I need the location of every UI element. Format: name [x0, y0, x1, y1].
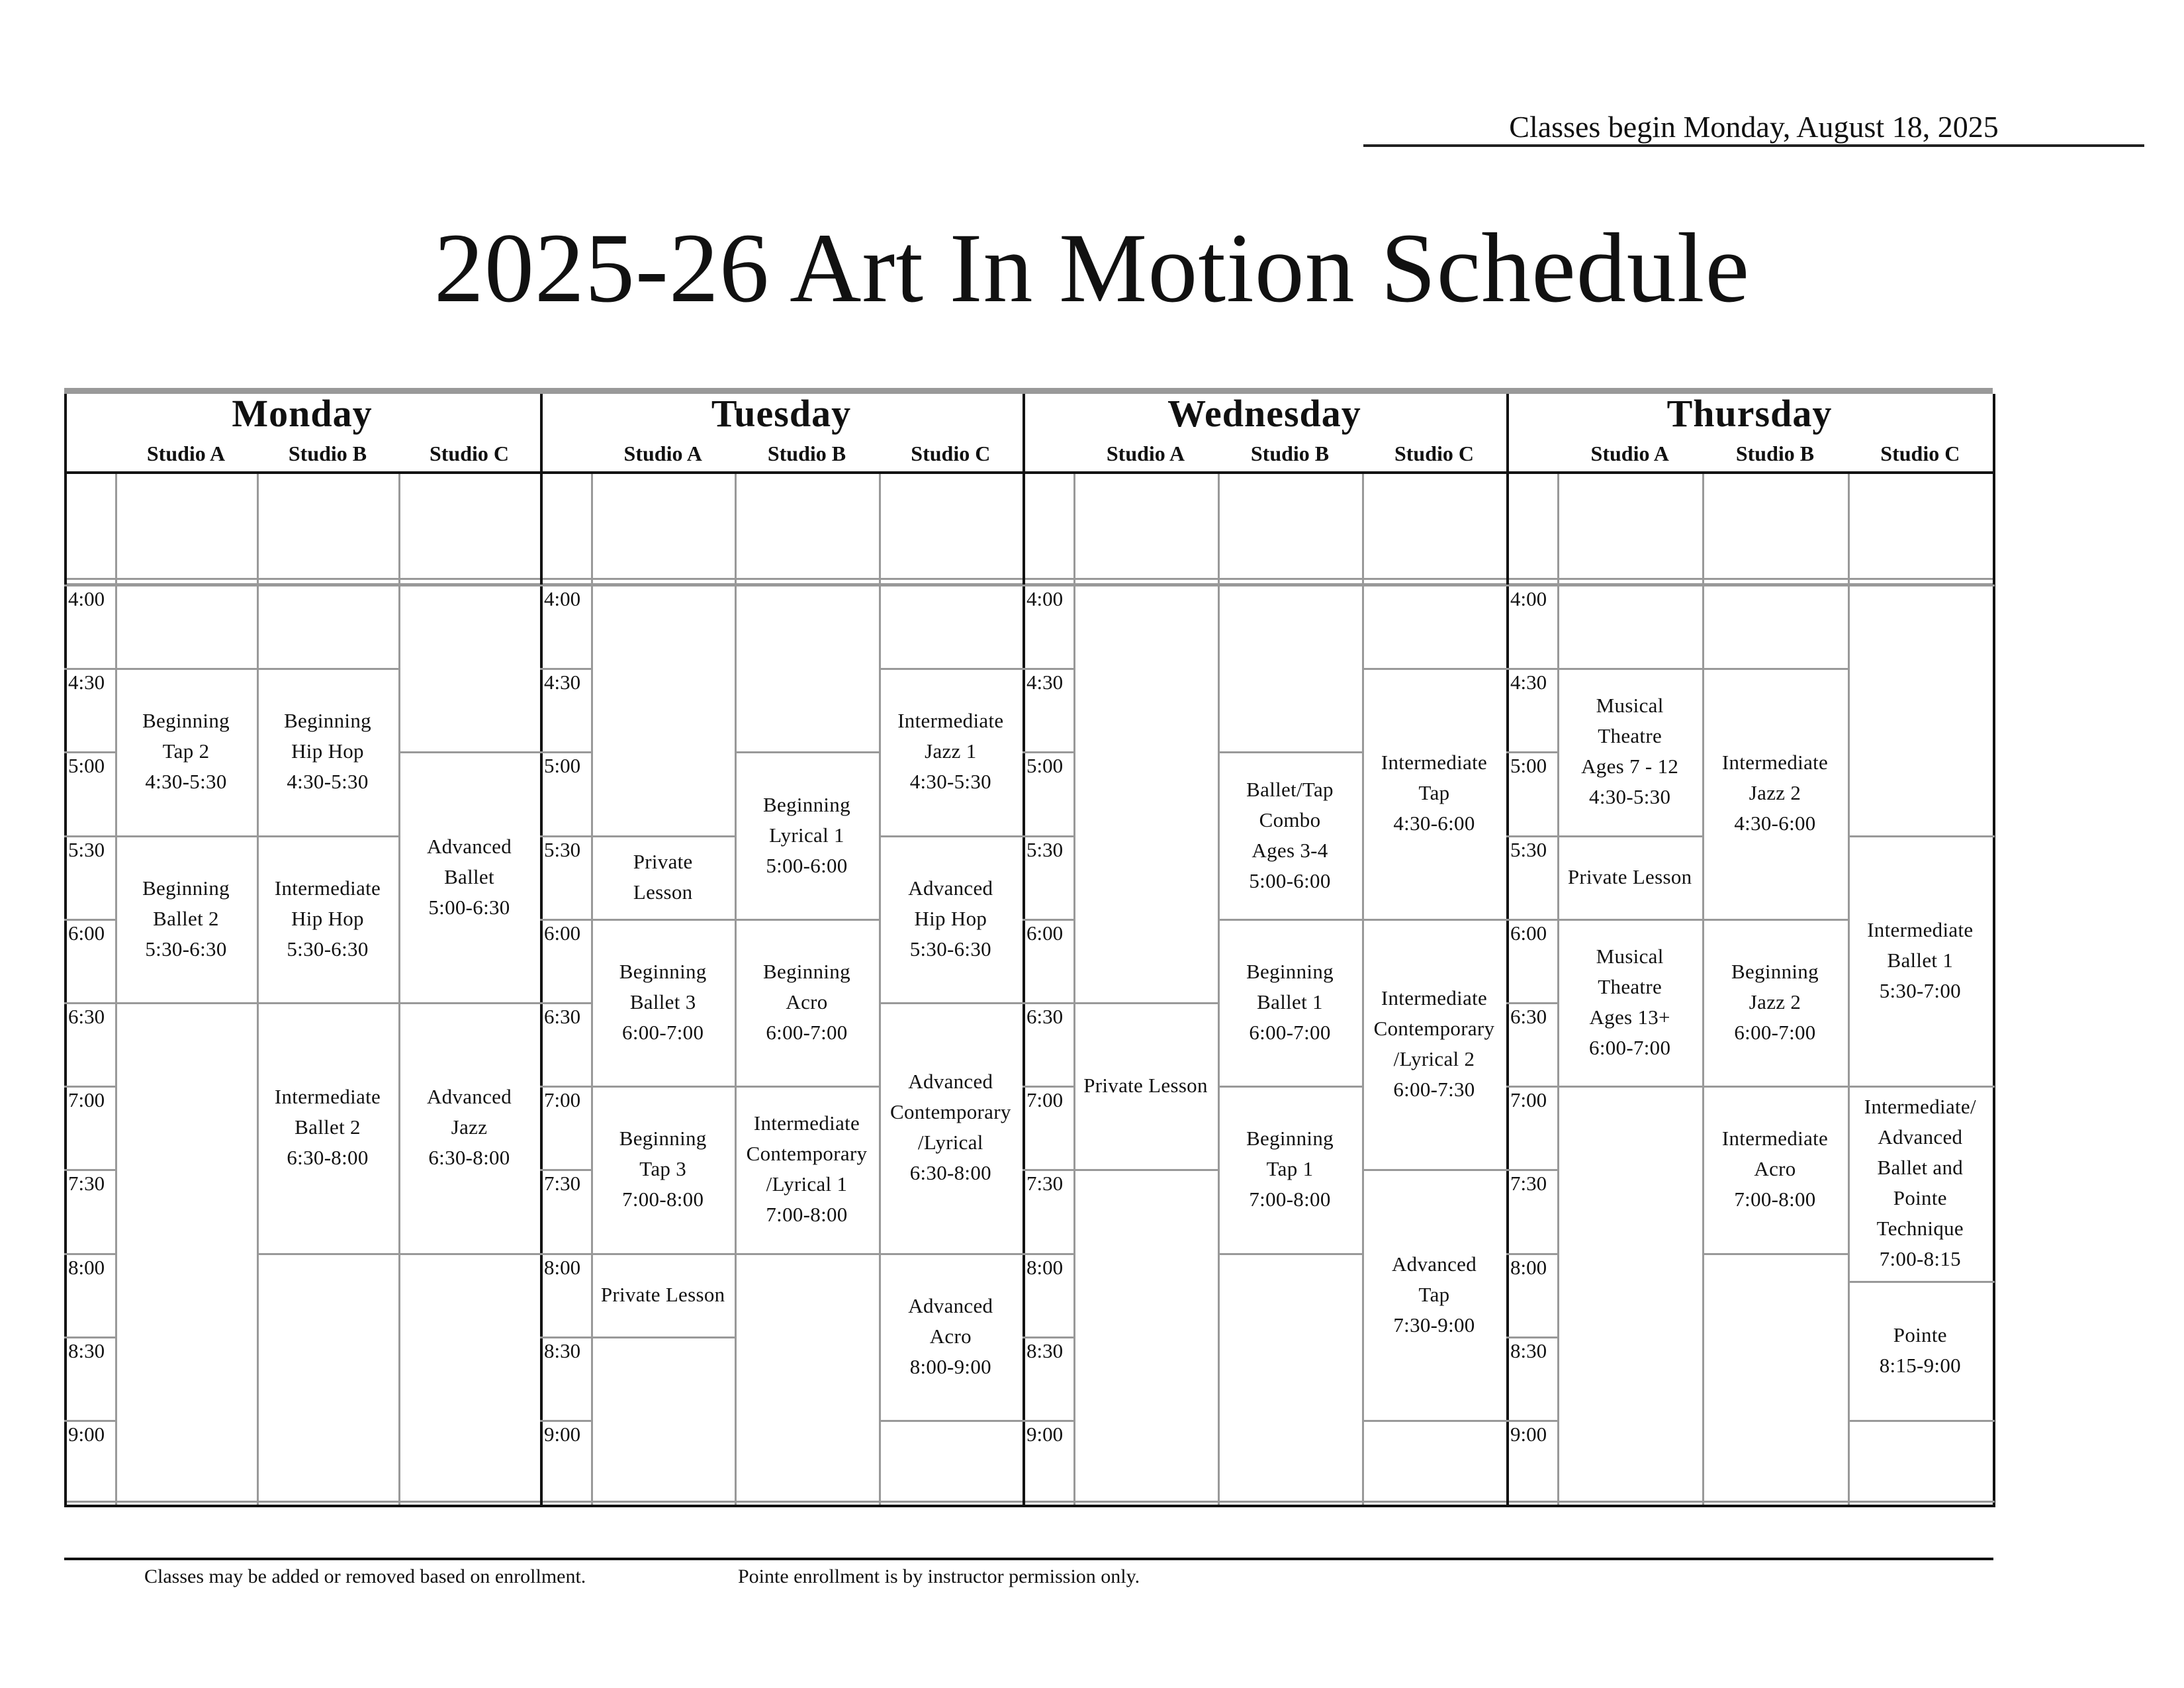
- class-label: Advanced Ballet 5:00-6:30: [426, 834, 512, 919]
- time-row-line: [1023, 1420, 1073, 1422]
- class-block[interactable]: [1073, 1002, 1218, 1169]
- class-label: Beginning Tap 2 4:30-5:30: [142, 709, 230, 794]
- time-label: 4:00: [68, 587, 105, 610]
- cell-bottom-line: [1848, 835, 1995, 837]
- class-label: Intermediate/ Advanced Ballet and Pointe Technique 7:00-8:15: [1864, 1095, 1976, 1271]
- studio-label: Studio A: [1590, 442, 1669, 465]
- time-label: 9:00: [68, 1423, 105, 1446]
- cell-top-line: [1848, 585, 1995, 586]
- time-row-line: [1023, 919, 1073, 921]
- time-row-line: [1506, 1169, 1557, 1171]
- cell-top-line: [1218, 1253, 1364, 1255]
- class-block[interactable]: [735, 1086, 878, 1252]
- class-label: Beginning Tap 3 7:00-8:00: [619, 1127, 707, 1211]
- time-row-line: [64, 668, 115, 670]
- day-divider-right: [1993, 394, 1995, 1507]
- cell-bottom-line: [1557, 668, 1704, 670]
- cell-top-line: [1557, 1086, 1704, 1088]
- class-label: Beginning Hip Hop 4:30-5:30: [284, 709, 371, 794]
- class-label: Intermediate Ballet 2 6:30-8:00: [274, 1085, 381, 1170]
- time-row-line: [64, 1169, 115, 1171]
- day-divider: [1506, 394, 1509, 1507]
- time-label: 7:30: [68, 1172, 105, 1196]
- time-label: 5:00: [68, 754, 105, 778]
- time-row-line: [64, 1253, 115, 1255]
- class-label: Private Lesson: [1567, 865, 1692, 888]
- studio-label: Studio B: [1250, 442, 1330, 465]
- time-row-line: [1506, 919, 1557, 921]
- cell-top-line: [591, 1336, 737, 1338]
- class-label: Beginning Jazz 2 6:00-7:00: [1731, 959, 1819, 1044]
- class-block[interactable]: [879, 1253, 1023, 1420]
- classes-begin-date: Classes begin Monday, August 18, 2025: [1509, 110, 1999, 144]
- studio-label: Studio A: [1106, 442, 1185, 465]
- time-label: 7:30: [544, 1172, 581, 1196]
- class-label: Beginning Acro 6:00-7:00: [763, 959, 850, 1044]
- class-label: Beginning Ballet 3 6:00-7:00: [619, 959, 707, 1044]
- cell-bottom-line: [257, 1501, 400, 1503]
- time-row-line: [64, 585, 115, 586]
- time-row-line: [540, 1253, 591, 1255]
- time-row-line: [1023, 1002, 1073, 1004]
- cell-bottom-line: [735, 1501, 880, 1503]
- class-block[interactable]: [398, 1002, 540, 1253]
- class-label: Intermediate Acro 7:00-8:00: [1721, 1127, 1829, 1211]
- class-block[interactable]: [1218, 751, 1362, 918]
- studio-label: Studio A: [146, 442, 226, 465]
- class-block[interactable]: [1218, 919, 1362, 1086]
- class-label: Ballet/Tap Combo Ages 3-4 5:00-6:00: [1246, 777, 1334, 892]
- cell-bottom-line: [1218, 1501, 1364, 1503]
- class-block[interactable]: [879, 835, 1023, 1002]
- time-label: 5:30: [68, 837, 105, 861]
- class-label: Private Lesson: [633, 849, 693, 904]
- footer-note-pointe: Pointe enrollment is by instructor permission only.: [738, 1566, 1140, 1587]
- cell-top-line: [115, 1002, 259, 1004]
- time-label: 6:00: [1510, 921, 1547, 945]
- cell-top-line: [398, 1253, 542, 1255]
- class-label: Musical Theatre Ages 13+ 6:00-7:00: [1589, 944, 1671, 1059]
- class-label: Intermediate Jazz 2 4:30-6:00: [1721, 751, 1829, 835]
- class-block[interactable]: [1362, 668, 1506, 919]
- cell-top-line: [257, 585, 400, 586]
- cell-top-line: [1848, 1420, 1995, 1422]
- time-label: 6:00: [1026, 921, 1064, 945]
- class-label: Advanced Contemporary /Lyrical 6:30-8:00: [889, 1070, 1011, 1185]
- cell-top-line: [1073, 1169, 1220, 1171]
- class-label: Advanced Jazz 6:30-8:00: [426, 1085, 512, 1170]
- cell-top-line: [879, 585, 1024, 586]
- time-label: 5:00: [1510, 754, 1547, 778]
- class-block[interactable]: [257, 835, 398, 1002]
- studio-label: Studio B: [288, 442, 367, 465]
- cell-top-line: [879, 1420, 1024, 1422]
- studio-label: Studio A: [623, 442, 702, 465]
- time-row-line: [540, 1002, 591, 1004]
- class-label: Intermediate Tap 4:30-6:00: [1381, 751, 1488, 835]
- class-block[interactable]: [879, 1002, 1023, 1253]
- class-label: Intermediate Ballet 1 5:30-7:00: [1867, 917, 1974, 1002]
- class-block[interactable]: [1848, 1086, 1993, 1280]
- cell-top-line: [1702, 1253, 1849, 1255]
- class-block[interactable]: [1557, 919, 1702, 1086]
- cell-bottom-line: [1218, 751, 1364, 753]
- class-label: Private Lesson: [600, 1282, 725, 1306]
- time-row-line: [64, 1002, 115, 1004]
- day-divider: [540, 394, 543, 1507]
- day-divider: [1023, 394, 1025, 1507]
- cell-top-line: [1702, 585, 1849, 586]
- time-label: 6:30: [1510, 1005, 1547, 1028]
- cell-top-line: [591, 585, 737, 586]
- class-label: Intermediate Jazz 1 4:30-5:30: [897, 709, 1004, 794]
- cell-top-line: [1073, 585, 1220, 586]
- class-block[interactable]: [591, 1086, 735, 1252]
- day-header-wednesday: Wednesday: [1167, 392, 1361, 435]
- class-block[interactable]: [115, 668, 257, 835]
- class-block[interactable]: [591, 919, 735, 1086]
- class-label: Intermediate Contemporary /Lyrical 2 6:00-7:30: [1373, 986, 1495, 1102]
- class-block[interactable]: [1218, 1086, 1362, 1252]
- cell-bottom-line: [1702, 1501, 1849, 1503]
- cell-top-line: [257, 1253, 400, 1255]
- cell-bottom-line: [591, 1501, 737, 1503]
- class-label: Private Lesson: [1083, 1074, 1208, 1098]
- class-block[interactable]: [1848, 1281, 1993, 1420]
- cell-bottom-line: [257, 668, 400, 670]
- cell-top-line: [1362, 585, 1508, 586]
- time-label: 4:30: [1510, 671, 1547, 694]
- time-row-line: [64, 835, 115, 837]
- time-label: 8:30: [68, 1338, 105, 1362]
- time-label: 8:00: [68, 1255, 105, 1279]
- time-row-line: [1023, 1086, 1073, 1088]
- time-label: 5:00: [544, 754, 581, 778]
- time-label: 5:30: [1510, 837, 1547, 861]
- studio-label: Studio C: [911, 442, 991, 465]
- time-row-line: [540, 835, 591, 837]
- time-row-line: [1506, 668, 1557, 670]
- cell-bottom-line: [591, 835, 737, 837]
- footer-note-enrollment: Classes may be added or removed based on enrollment.: [144, 1566, 586, 1587]
- cell-bottom-line: [1362, 1501, 1508, 1503]
- class-label: Pointe 8:15-9:00: [1879, 1323, 1961, 1377]
- time-row-line: [64, 1086, 115, 1088]
- time-label: 9:00: [1510, 1423, 1547, 1446]
- time-row-line: [540, 1086, 591, 1088]
- class-block[interactable]: [1702, 668, 1847, 919]
- time-label: 5:00: [1026, 754, 1064, 778]
- time-label: 4:30: [544, 671, 581, 694]
- time-row-line: [1506, 1336, 1557, 1338]
- time-label: 7:30: [1026, 1172, 1064, 1196]
- time-row-line: [1506, 1253, 1557, 1255]
- cell-bottom-line: [1702, 668, 1849, 670]
- time-row-line: [1506, 1086, 1557, 1088]
- cell-top-line: [1362, 1420, 1508, 1422]
- time-row-line: [1506, 835, 1557, 837]
- cell-top-line: [398, 585, 542, 586]
- time-row-line: [64, 751, 115, 753]
- time-label: 8:00: [1510, 1255, 1547, 1279]
- class-label: Beginning Tap 1 7:00-8:00: [1246, 1127, 1334, 1211]
- time-label: 8:00: [1026, 1255, 1064, 1279]
- time-label: 6:00: [68, 921, 105, 945]
- class-label: Musical Theatre Ages 7 - 12 4:30-5:30: [1581, 694, 1679, 809]
- class-block[interactable]: [1362, 1169, 1506, 1420]
- studio-label: Studio B: [767, 442, 846, 465]
- column-line: [1073, 474, 1075, 1505]
- studio-label: Studio C: [429, 442, 510, 465]
- class-block[interactable]: [1702, 1086, 1847, 1252]
- class-block[interactable]: [257, 1002, 398, 1253]
- studio-label: Studio C: [1880, 442, 1960, 465]
- class-label: Beginning Ballet 2 5:30-6:30: [142, 876, 230, 961]
- time-row-line: [1023, 1169, 1073, 1171]
- time-row-line: [1023, 585, 1073, 586]
- cell-bottom-line: [398, 1501, 542, 1503]
- cell-bottom-line: [1848, 1501, 1995, 1503]
- class-block[interactable]: [115, 835, 257, 1002]
- cell-top-line: [115, 585, 259, 586]
- class-block[interactable]: [591, 835, 735, 919]
- date-underline: [1363, 144, 2144, 147]
- time-label: 7:00: [68, 1088, 105, 1112]
- day-header-tuesday: Tuesday: [711, 392, 852, 435]
- time-label: 9:00: [1026, 1423, 1064, 1446]
- time-label: 4:00: [1510, 587, 1547, 610]
- footer-rule: [64, 1558, 1993, 1560]
- bottom-rule-2: [64, 1505, 1993, 1507]
- time-row-line: [540, 1169, 591, 1171]
- time-label: 6:30: [1026, 1005, 1064, 1028]
- page-title: 2025-26 Art In Motion Schedule: [433, 213, 1751, 323]
- class-label: Intermediate Hip Hop 5:30-6:30: [274, 876, 381, 961]
- time-label: 5:30: [1026, 837, 1064, 861]
- time-label: 8:00: [544, 1255, 581, 1279]
- time-label: 4:30: [1026, 671, 1064, 694]
- cell-bottom-line: [1073, 1002, 1220, 1004]
- time-row-line: [540, 1420, 591, 1422]
- time-row-line: [1023, 835, 1073, 837]
- time-row-line: [1023, 668, 1073, 670]
- time-row-line: [1506, 1420, 1557, 1422]
- time-row-line: [1506, 585, 1557, 586]
- studio-label: Studio C: [1394, 442, 1475, 465]
- class-block[interactable]: [1848, 835, 1993, 1086]
- time-label: 6:00: [544, 921, 581, 945]
- time-label: 7:00: [544, 1088, 581, 1112]
- time-label: 8:30: [1026, 1338, 1064, 1362]
- studio-label: Studio B: [1735, 442, 1815, 465]
- class-block[interactable]: [257, 668, 398, 835]
- cell-bottom-line: [735, 751, 880, 753]
- cell-bottom-line: [1362, 668, 1508, 670]
- time-row-line: [1506, 1002, 1557, 1004]
- class-block[interactable]: [1362, 919, 1506, 1170]
- class-block[interactable]: [1557, 668, 1702, 835]
- time-label: 8:30: [1510, 1338, 1547, 1362]
- time-label: 6:30: [68, 1005, 105, 1028]
- time-label: 9:00: [544, 1423, 581, 1446]
- time-row-line: [64, 919, 115, 921]
- class-block[interactable]: [879, 668, 1023, 835]
- class-block[interactable]: [735, 751, 878, 918]
- cell-top-line: [735, 1253, 880, 1255]
- class-block[interactable]: [591, 1253, 735, 1336]
- time-label: 4:00: [1026, 587, 1064, 610]
- class-label: Beginning Ballet 1 6:00-7:00: [1246, 959, 1334, 1044]
- day-header-thursday: Thursday: [1666, 392, 1833, 435]
- time-row-line: [1023, 1336, 1073, 1338]
- class-block[interactable]: [1557, 835, 1702, 919]
- time-row-line: [540, 751, 591, 753]
- cell-bottom-line: [398, 751, 542, 753]
- cell-bottom-line: [879, 668, 1024, 670]
- cell-bottom-line: [1073, 1501, 1220, 1503]
- cell-bottom-line: [879, 1501, 1024, 1503]
- cell-bottom-line: [115, 1501, 259, 1503]
- time-label: 6:30: [544, 1005, 581, 1028]
- time-row-line: [1023, 751, 1073, 753]
- time-row-line: [64, 1336, 115, 1338]
- day-divider: [64, 394, 67, 1507]
- time-label: 4:00: [544, 587, 581, 610]
- time-row-line: [540, 919, 591, 921]
- class-label: Advanced Acro 8:00-9:00: [908, 1293, 993, 1378]
- class-label: Beginning Lyrical 1 5:00-6:00: [763, 792, 850, 877]
- time-row-line: [540, 585, 591, 586]
- class-block[interactable]: [735, 919, 878, 1086]
- cell-bottom-line: [1557, 1501, 1704, 1503]
- time-label: 7:00: [1026, 1088, 1064, 1112]
- time-row-line: [1506, 751, 1557, 753]
- time-label: 4:30: [68, 671, 105, 694]
- time-label: 8:30: [544, 1338, 581, 1362]
- time-label: 7:30: [1510, 1172, 1547, 1196]
- cell-top-line: [1557, 585, 1704, 586]
- time-row-line: [540, 1336, 591, 1338]
- class-block[interactable]: [398, 751, 540, 1002]
- time-row-line: [1023, 1253, 1073, 1255]
- cell-bottom-line: [115, 668, 259, 670]
- class-label: Advanced Tap 7:30-9:00: [1391, 1252, 1477, 1336]
- class-label: Intermediate Contemporary /Lyrical 1 7:00-8:00: [746, 1111, 868, 1227]
- class-block[interactable]: [1702, 919, 1847, 1086]
- cell-top-line: [1218, 585, 1364, 586]
- class-label: Advanced Hip Hop 5:30-6:30: [908, 876, 993, 961]
- time-label: 7:00: [1510, 1088, 1547, 1112]
- time-row-line: [540, 668, 591, 670]
- day-header-monday: Monday: [232, 392, 373, 435]
- cell-top-line: [735, 585, 880, 586]
- time-row-line: [64, 1420, 115, 1422]
- time-label: 5:30: [544, 837, 581, 861]
